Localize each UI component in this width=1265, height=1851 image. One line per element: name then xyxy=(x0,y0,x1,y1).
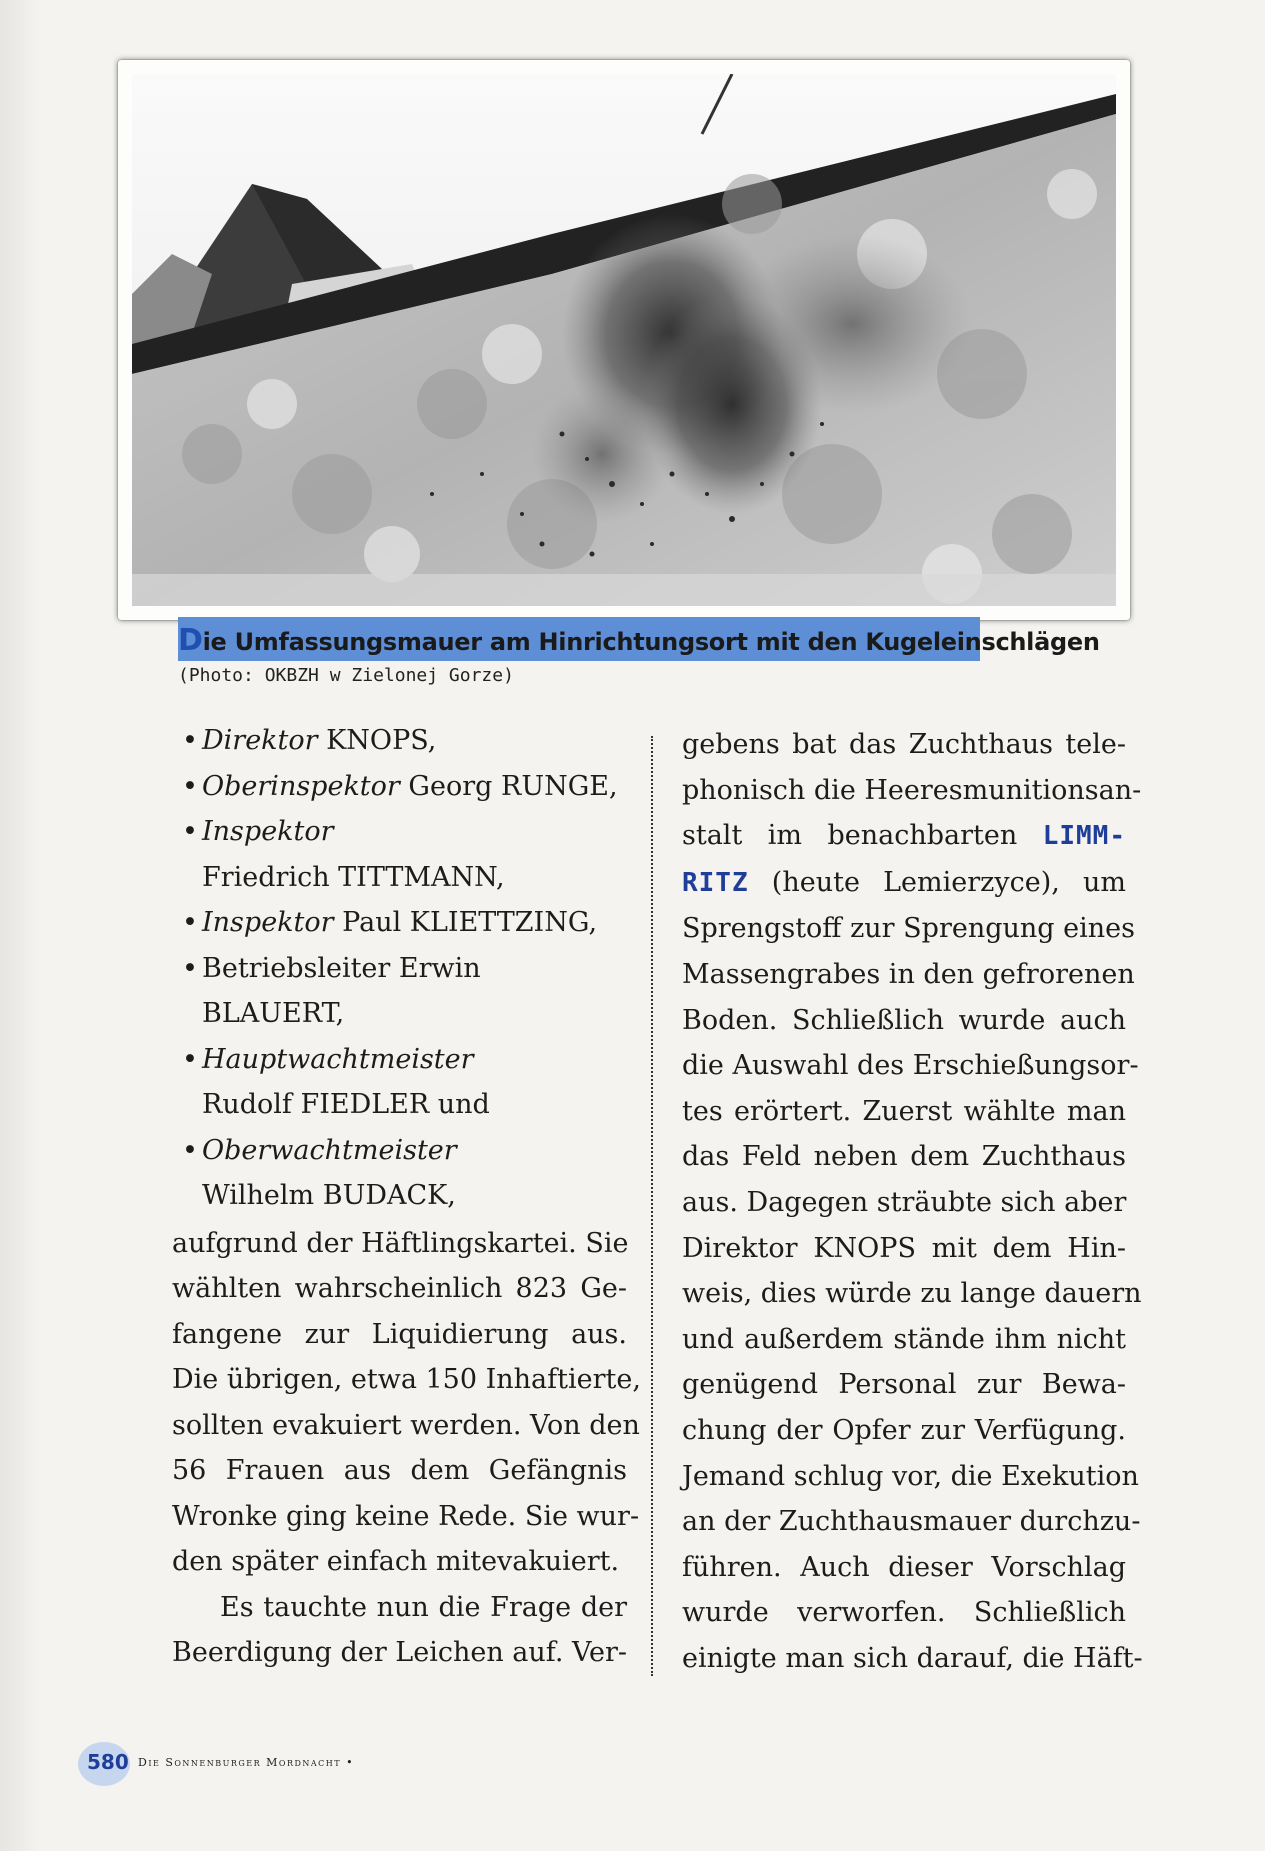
text-line: phonisch die Heeresmunitionsan- xyxy=(682,774,1142,806)
list-item xyxy=(172,1037,627,1128)
page-number: 580 xyxy=(87,1750,129,1774)
text-line: Beerdigung der Leichen auf. Ver- xyxy=(172,1637,628,1668)
person-name: Paul KLIETTZING, xyxy=(342,907,598,938)
text-line: führen. Auch dieser Vorschlag xyxy=(682,1551,1126,1583)
text-line: fangene zur Liquidierung aus. xyxy=(172,1318,627,1350)
text-line: Direktor KNOPS mit dem Hin- xyxy=(682,1232,1126,1264)
text-line: sollten evakuiert werden. Von den xyxy=(172,1409,640,1441)
person-name: Rudolf FIEDLER und xyxy=(202,1089,490,1120)
text-line: Die übrigen, etwa 150 Inhaftierte, xyxy=(172,1364,641,1395)
right-column xyxy=(682,722,1143,1681)
paragraph xyxy=(172,1585,627,1676)
text-line: gebens bat das Zuchthaus tele- xyxy=(682,729,1126,760)
text-line: Jemand schlug vor, die Exekution xyxy=(682,1460,1139,1492)
person-title: Oberinspektor xyxy=(202,770,400,802)
list-item xyxy=(172,764,627,810)
text-fragment: stalt im benachbarten xyxy=(682,820,1018,852)
text-line: Sprengstoff zur Sprengung eines xyxy=(682,913,1135,945)
list-item xyxy=(172,900,627,946)
list-item xyxy=(172,809,627,900)
text-line: chung der Opfer zur Verfügung. xyxy=(682,1414,1126,1446)
person-name: Wilhelm BUDACK, xyxy=(202,1180,456,1211)
list-item xyxy=(172,718,627,764)
text-line: und außerdem stände ihm nicht xyxy=(682,1323,1126,1355)
text-line: Massengrabes in den gefrorenen xyxy=(682,958,1135,990)
photograph xyxy=(118,60,1130,620)
text-line: 56 Frauen aus dem Gefängnis xyxy=(172,1455,627,1486)
caption-initial: D xyxy=(178,623,203,658)
text-line: tes erörtert. Zuerst wählte man xyxy=(682,1095,1126,1127)
text-line: einigte man sich darauf, die Häft- xyxy=(682,1642,1143,1674)
person-name: Georg RUNGE, xyxy=(408,770,618,802)
page-edge xyxy=(0,0,40,1851)
person-title: Inspektor xyxy=(202,816,334,847)
place-name: RITZ xyxy=(682,867,749,898)
text-line: das Feld neben dem Zuchthaus xyxy=(682,1141,1126,1173)
text-line: wurde verworfen. Schließlich xyxy=(682,1597,1126,1629)
text-line: Wronke ging keine Rede. Sie wur- xyxy=(172,1500,640,1532)
text-line: Es tauchte nun die Frage der xyxy=(220,1591,627,1623)
caption-title xyxy=(178,623,1100,658)
text-line: an der Zuchthausmauer durchzu- xyxy=(682,1506,1141,1538)
photo-caption xyxy=(178,617,1118,701)
person-name: KNOPS, xyxy=(326,725,437,756)
left-column xyxy=(172,718,641,1676)
text-line xyxy=(682,860,1126,907)
text-line xyxy=(682,813,1126,860)
place-name: LIMM- xyxy=(1042,821,1126,852)
person-title: Direktor xyxy=(202,725,318,756)
text-fragment: (heute Lemierzyce), um xyxy=(771,866,1126,898)
photo-credit: (Photo: OKBZH w Zielonej Gorze) xyxy=(178,665,514,686)
caption-title-text: ie Umfassungsmauer am Hinrichtungsort mit den Kugeleinschlägen xyxy=(202,628,1100,656)
text-line: weis, dies würde zu lange dauern xyxy=(682,1278,1142,1310)
person-name: Betriebsleiter Erwin BLAUERT, xyxy=(202,952,481,1029)
text-line: Boden. Schließlich wurde auch xyxy=(682,1004,1126,1036)
list-item xyxy=(172,946,627,1037)
text-line: genügend Personal zur Bewa- xyxy=(682,1369,1126,1401)
list-item xyxy=(172,1128,627,1219)
person-title: Inspektor xyxy=(202,907,334,938)
paragraph xyxy=(172,1221,641,1585)
column-divider xyxy=(651,736,653,1676)
text-line: den später einfach mitevakuiert. xyxy=(172,1546,620,1577)
running-title: Die Sonnenburger Mordnacht • xyxy=(138,1756,355,1769)
person-title: Oberwachtmeister xyxy=(202,1134,457,1166)
person-name: Friedrich TITTMANN, xyxy=(202,861,505,893)
text-line: aus. Dagegen sträubte sich aber xyxy=(682,1186,1127,1218)
wall-photo-image xyxy=(132,74,1116,606)
person-title: Hauptwachtmeister xyxy=(202,1043,474,1075)
text-line: aufgrund der Häftlingskartei. Sie xyxy=(172,1227,629,1259)
text-line: die Auswahl des Erschießungsor- xyxy=(682,1050,1139,1082)
text-line: wählten wahrscheinlich 823 Ge- xyxy=(172,1273,627,1304)
page-footer xyxy=(78,1742,678,1782)
